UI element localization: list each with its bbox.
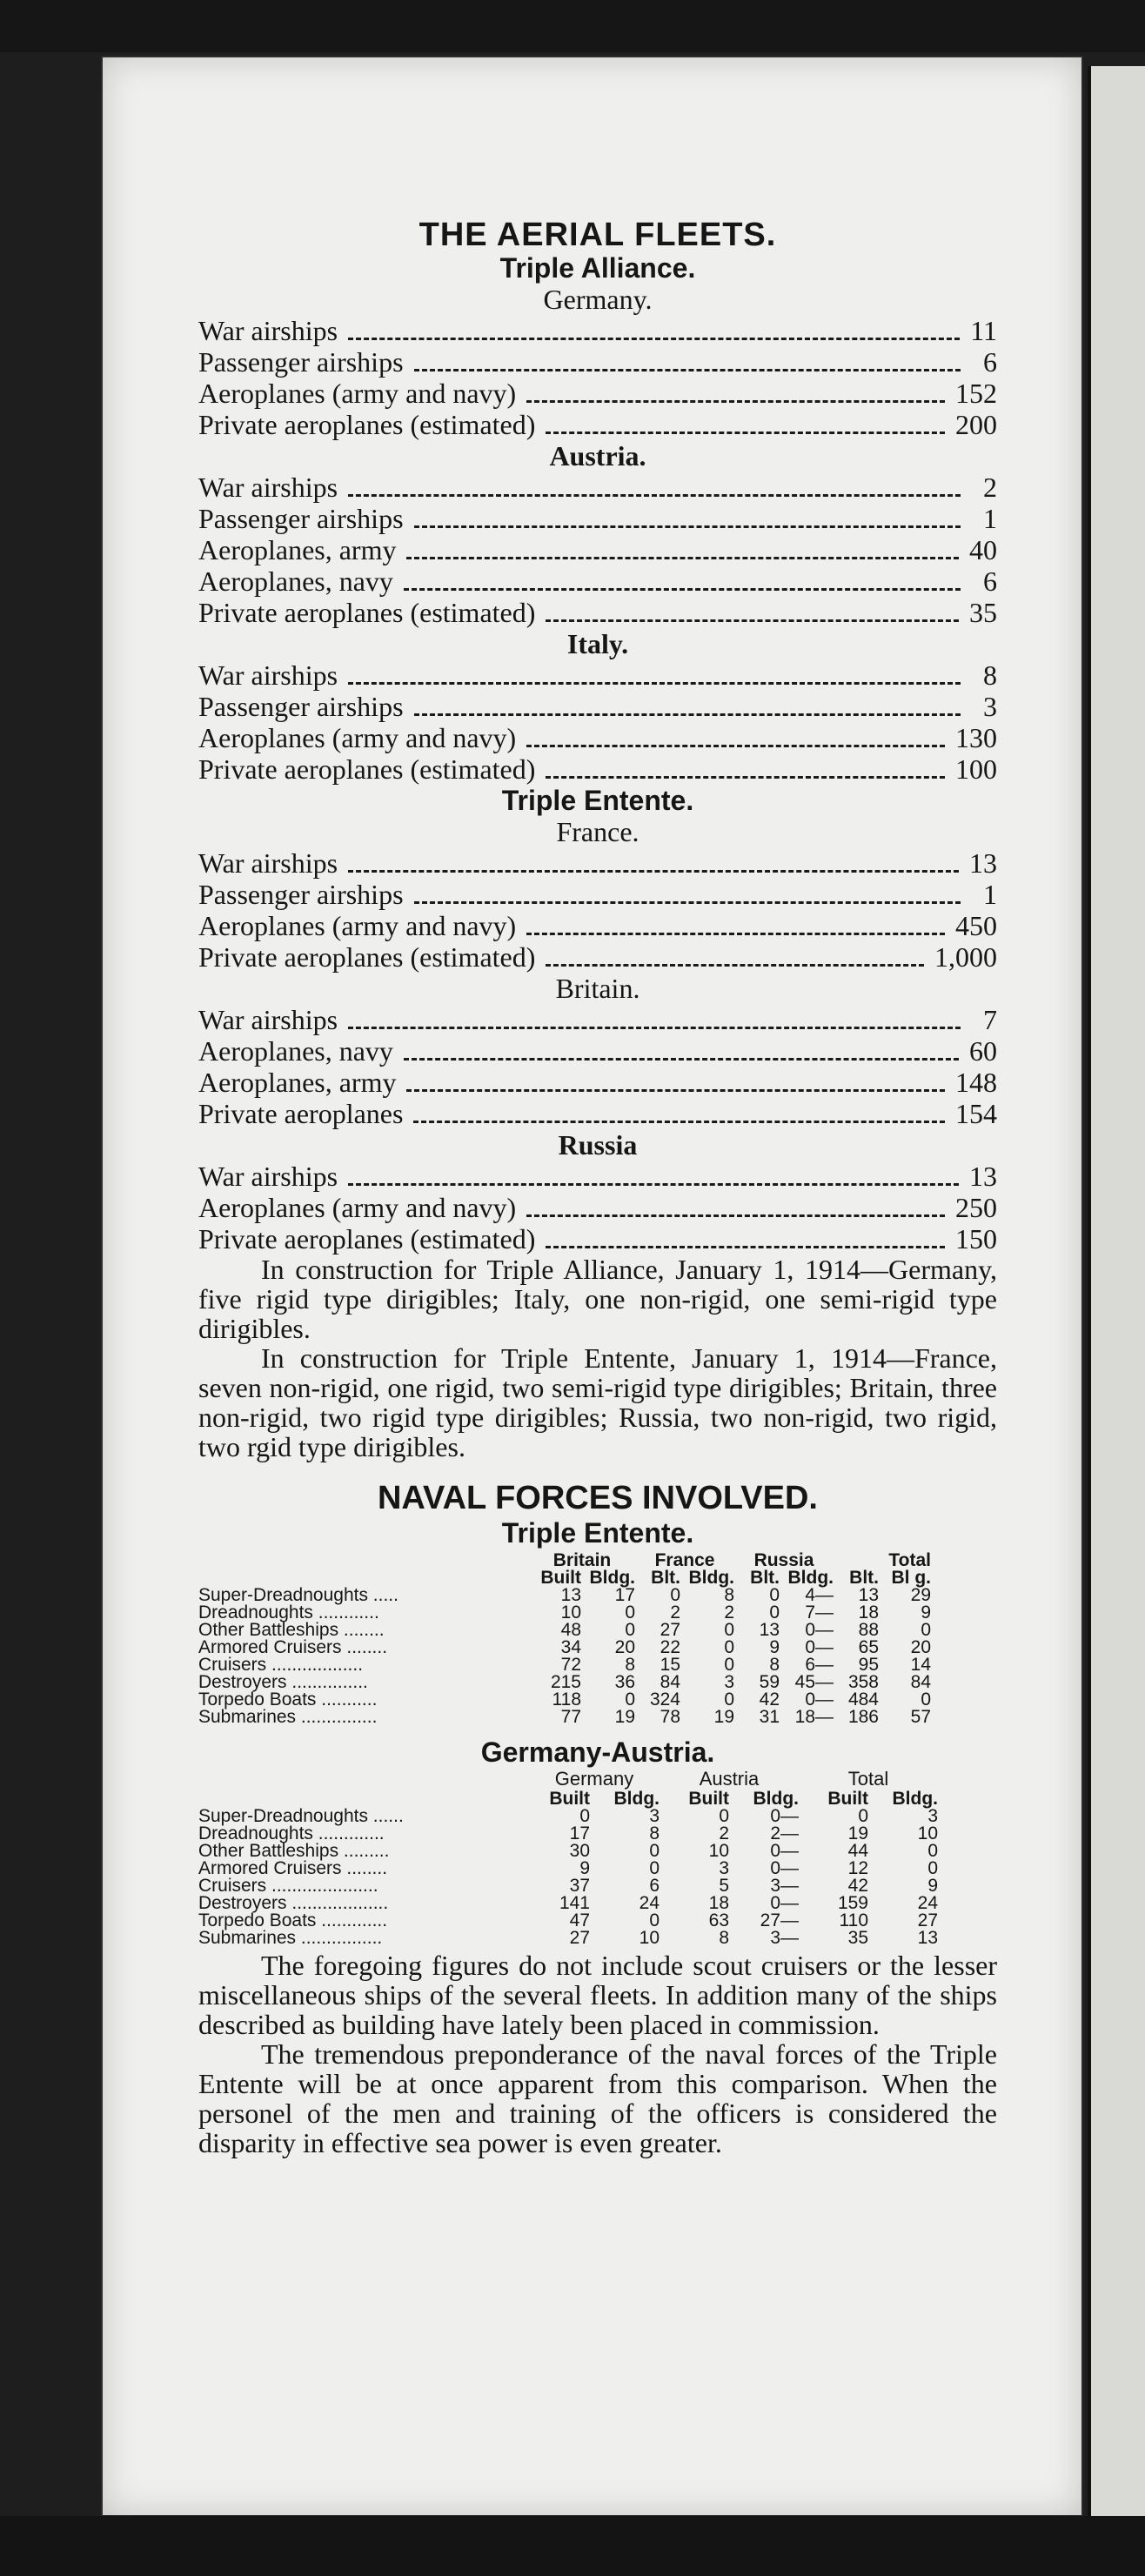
naval-table-row — [198, 1895, 938, 1912]
ship-count-cell: 36 — [614, 1672, 635, 1692]
leader-dots — [526, 1214, 945, 1217]
ship-count-cell: 27 — [660, 1620, 680, 1640]
entente-construction-paragraph: In construction for Triple Entente, January 1, 1914—France, seven non-rigid, one rigid, two semi-rigid type dirigibles; Britain, three non-rigid, two rigid type dirigibles; Russia, two non-rigid, two rigid, two rgid type dirigibles. — [198, 1342, 997, 1462]
naval-table-row — [198, 1877, 938, 1895]
ship-count-cell: 159 — [837, 1893, 868, 1913]
ship-count-cell: 141 — [559, 1893, 590, 1913]
naval-table-row — [198, 1587, 931, 1604]
fleet-row-value: 152 — [955, 378, 997, 409]
ship-class-label: Armored Cruisers ........ — [198, 1637, 388, 1657]
fleet-row-value: 6 — [983, 346, 997, 378]
fleet-row-label: Private aeroplanes (estimated) — [198, 1223, 536, 1255]
leader-dots — [404, 1058, 959, 1061]
ship-count-cell: 30 — [569, 1841, 590, 1861]
entente-subhead: Built — [540, 1568, 581, 1588]
central-subhead: Bldg. — [753, 1789, 799, 1809]
ship-count-cell: 65 — [858, 1637, 879, 1657]
ship-count-cell: 57 — [910, 1707, 931, 1727]
entente-subhead: Blt. — [651, 1568, 680, 1588]
fleet-row-value: 450 — [955, 910, 997, 941]
entente-group-france: France — [654, 1550, 715, 1570]
fleet-row-value: 13 — [969, 847, 997, 879]
ship-count-cell: 8 — [724, 1585, 734, 1605]
ship-count-cell: 0— — [805, 1689, 834, 1710]
central-group-austria: Austria — [699, 1768, 760, 1790]
ship-count-cell: 5 — [719, 1876, 729, 1896]
central-naval-rows — [198, 1808, 938, 1947]
ship-count-cell: 37 — [569, 1876, 590, 1896]
ship-count-cell: 44 — [847, 1841, 868, 1861]
ship-count-cell: 3— — [770, 1928, 799, 1948]
naval-table-row — [198, 1843, 938, 1860]
ship-count-cell: 18 — [858, 1602, 879, 1623]
fleet-row — [198, 1035, 997, 1067]
fleet-row — [198, 722, 997, 753]
ship-count-cell: 0 — [649, 1858, 660, 1878]
ship-count-cell: 215 — [550, 1672, 581, 1692]
ship-count-cell: 77 — [560, 1707, 581, 1727]
ship-count-cell: 0 — [719, 1806, 729, 1826]
ship-count-cell: 18 — [708, 1893, 729, 1913]
naval-entente-heading: Triple Entente. — [501, 1517, 694, 1549]
ship-count-cell: 47 — [569, 1910, 590, 1930]
ship-count-cell: 27— — [760, 1910, 799, 1930]
leader-dots — [348, 682, 961, 685]
ship-count-cell: 186 — [847, 1707, 879, 1727]
ship-class-label: Destroyers ............... — [198, 1672, 368, 1692]
fleet-row-label: War airships — [198, 472, 338, 503]
ship-count-cell: 9 — [921, 1602, 931, 1623]
fleet-row-value: 100 — [955, 753, 997, 785]
ship-count-cell: 0 — [649, 1910, 660, 1930]
russia-heading: Russia — [558, 1129, 638, 1161]
ship-class-label: Submarines ................ — [198, 1928, 383, 1948]
fleet-row-value: 13 — [969, 1161, 997, 1192]
ship-count-cell: 19 — [847, 1823, 868, 1843]
central-group-total: Total — [847, 1768, 889, 1790]
ship-count-cell: 12 — [847, 1858, 868, 1878]
central-subhead: Built — [688, 1789, 729, 1809]
ship-class-label: Cruisers .................. — [198, 1655, 364, 1675]
ship-count-cell: 22 — [660, 1637, 680, 1657]
entente-subhead: Bldg. — [688, 1568, 734, 1588]
ship-count-cell: 84 — [910, 1672, 931, 1692]
ship-count-cell: 18— — [794, 1707, 834, 1727]
ship-count-cell: 8 — [769, 1655, 780, 1675]
ship-count-cell: 19 — [713, 1707, 734, 1727]
fleet-row — [198, 1004, 997, 1035]
naval-table-row — [198, 1930, 938, 1947]
ship-count-cell: 110 — [839, 1910, 868, 1930]
naval-forces-title: NAVAL FORCES INVOLVED. — [377, 1480, 818, 1516]
ship-count-cell: 34 — [560, 1637, 581, 1657]
france-heading: France. — [556, 816, 639, 847]
britain-list — [198, 1004, 997, 1129]
ship-count-cell: 6— — [805, 1655, 834, 1675]
leader-dots — [546, 964, 924, 967]
fleet-row-label: War airships — [198, 659, 338, 691]
ship-count-cell: 0 — [921, 1620, 931, 1640]
triple-alliance-heading: Triple Alliance. — [499, 252, 696, 284]
ship-class-label: Submarines ............... — [198, 1707, 378, 1727]
fleet-row-label: War airships — [198, 315, 338, 346]
ship-count-cell: 0— — [805, 1637, 834, 1657]
leader-dots — [546, 1246, 945, 1248]
france-list — [198, 847, 997, 973]
ship-count-cell: 78 — [660, 1707, 680, 1727]
triple-entente-heading: Triple Entente. — [501, 785, 694, 816]
ship-count-cell: 45— — [794, 1672, 834, 1692]
ship-count-cell: 2 — [719, 1823, 729, 1843]
ship-count-cell: 9 — [769, 1637, 780, 1657]
ship-class-label: Destroyers ................... — [198, 1893, 389, 1913]
ship-count-cell: 2 — [670, 1602, 680, 1623]
naval-table-row — [198, 1808, 938, 1825]
fleet-row-value: 1 — [983, 879, 997, 910]
fleet-row-value: 154 — [955, 1098, 997, 1129]
leader-dots — [413, 1121, 945, 1123]
ship-count-cell: 118 — [552, 1689, 581, 1710]
fleet-row-label: Private aeroplanes (estimated) — [198, 409, 536, 440]
italy-list — [198, 659, 997, 785]
entente-group-britain: Britain — [552, 1550, 612, 1570]
central-group-germany: Germany — [554, 1768, 634, 1790]
entente-naval-rows — [198, 1587, 931, 1726]
alliance-construction-paragraph: In construction for Triple Alliance, January 1, 1914—Germany, five rigid type dirigibles; Italy, one non-rigid, one semi-rigid type dirigibles. — [198, 1254, 997, 1344]
leader-dots — [348, 494, 961, 497]
ship-count-cell: 84 — [660, 1672, 680, 1692]
fleet-row-value: 60 — [969, 1035, 997, 1067]
ship-count-cell: 0 — [858, 1806, 868, 1826]
ship-count-cell: 0 — [724, 1637, 734, 1657]
ship-count-cell: 0 — [579, 1806, 590, 1826]
ship-class-label: Dreadnoughts ............ — [198, 1602, 379, 1623]
fleet-row-value: 150 — [955, 1223, 997, 1255]
ship-class-label: Cruisers ..................... — [198, 1876, 378, 1896]
fleet-row — [198, 1161, 997, 1192]
leader-dots — [406, 557, 959, 559]
ship-count-cell: 0 — [927, 1841, 938, 1861]
ship-count-cell: 0 — [921, 1689, 931, 1710]
central-subhead: Built — [827, 1789, 868, 1809]
fleet-row-value: 35 — [969, 597, 997, 628]
fleet-row — [198, 691, 997, 722]
fleet-row — [198, 1067, 997, 1098]
ship-count-cell: 358 — [847, 1672, 879, 1692]
fleet-row-label: Aeroplanes, army — [198, 534, 397, 565]
fleet-row-value: 11 — [970, 315, 997, 346]
ship-count-cell: 0 — [927, 1858, 938, 1878]
leader-dots — [414, 525, 961, 528]
ship-class-label: Armored Cruisers ........ — [198, 1858, 388, 1878]
naval-table-row — [198, 1709, 931, 1726]
ship-count-cell: 13 — [917, 1928, 938, 1948]
entente-group-total: Total — [888, 1550, 931, 1570]
naval-central-heading: Germany-Austria. — [480, 1736, 715, 1768]
fleet-row — [198, 503, 997, 534]
fleet-row-label: War airships — [198, 847, 338, 879]
fleet-row-label: Private aeroplanes (estimated) — [198, 753, 536, 785]
ship-count-cell: 3— — [770, 1876, 799, 1896]
fleet-row-label: Aeroplanes (army and navy) — [198, 910, 517, 941]
fleet-row-value: 2 — [983, 472, 997, 503]
leader-dots — [414, 901, 961, 904]
leader-dots — [348, 338, 960, 340]
ship-count-cell: 3 — [724, 1672, 734, 1692]
entente-subhead: Blt. — [849, 1568, 879, 1588]
ship-count-cell: 10 — [917, 1823, 938, 1843]
ship-count-cell: 0 — [625, 1620, 635, 1640]
central-subhead: Bldg. — [892, 1789, 938, 1809]
ship-count-cell: 13 — [858, 1585, 879, 1605]
naval-table-row — [198, 1825, 938, 1843]
ship-class-label: Torpedo Boats ........... — [198, 1689, 378, 1710]
entente-subhead: Bldg. — [787, 1568, 834, 1588]
central-subhead: Bldg. — [613, 1789, 660, 1809]
scout-cruisers-paragraph: The foregoing figures do not include scout cruisers or the lesser miscellaneous ships of the several fleets. In addition many of the ships described as building have lately been placed in commission. — [198, 1950, 997, 2040]
ship-count-cell: 17 — [614, 1585, 635, 1605]
ship-count-cell: 8 — [625, 1655, 635, 1675]
austria-list — [198, 472, 997, 628]
central-subhead: Built — [549, 1789, 590, 1809]
ship-count-cell: 0— — [770, 1806, 799, 1826]
ship-count-cell: 95 — [858, 1655, 879, 1675]
leader-dots — [526, 933, 945, 935]
naval-table-row — [198, 1604, 931, 1622]
central-subheader-row — [198, 1790, 938, 1808]
fleet-row-value: 6 — [983, 565, 997, 597]
leader-dots — [348, 1027, 961, 1029]
fleet-row — [198, 346, 997, 378]
ship-count-cell: 0 — [724, 1689, 734, 1710]
leader-dots — [546, 776, 945, 779]
fleet-row-value: 148 — [955, 1067, 997, 1098]
preponderance-paragraph: The tremendous preponderance of the naval forces of the Triple Entente will be at once apparent from this comparison. When the personel of the men and training of the officers is considered the disparity in effective sea power is even greater. — [198, 2038, 997, 2158]
naval-table-row — [198, 1674, 931, 1691]
fleet-row-label: Private aeroplanes (estimated) — [198, 941, 536, 973]
naval-table-row — [198, 1912, 938, 1930]
ship-count-cell: 24 — [917, 1893, 938, 1913]
ship-count-cell: 19 — [614, 1707, 635, 1727]
ship-count-cell: 0 — [625, 1602, 635, 1623]
ship-count-cell: 48 — [560, 1620, 581, 1640]
naval-table-row — [198, 1639, 931, 1656]
italy-heading: Italy. — [566, 628, 629, 659]
adjacent-page-edge — [1088, 66, 1145, 2519]
ship-class-label: Dreadnoughts ............. — [198, 1823, 385, 1843]
ship-count-cell: 27 — [917, 1910, 938, 1930]
fleet-row — [198, 534, 997, 565]
scan-border-top — [0, 0, 1145, 52]
leader-dots — [406, 1089, 945, 1092]
ship-count-cell: 8 — [719, 1928, 729, 1948]
entente-subheader-row — [198, 1569, 931, 1587]
ship-count-cell: 7— — [805, 1602, 834, 1623]
naval-table-row — [198, 1656, 931, 1674]
naval-table-row — [198, 1691, 931, 1709]
leader-dots — [526, 400, 945, 403]
leader-dots — [348, 1183, 959, 1186]
fleet-row — [198, 1192, 997, 1223]
ship-class-label: Torpedo Boats ............. — [198, 1910, 388, 1930]
ship-count-cell: 0— — [770, 1841, 799, 1861]
fleet-row — [198, 409, 997, 440]
ship-count-cell: 0 — [724, 1655, 734, 1675]
fleet-row-value: 250 — [955, 1192, 997, 1223]
ship-count-cell: 0 — [625, 1689, 635, 1710]
ship-count-cell: 2 — [724, 1602, 734, 1623]
ship-count-cell: 0 — [769, 1602, 780, 1623]
fleet-row — [198, 315, 997, 346]
ship-count-cell: 29 — [910, 1585, 931, 1605]
ship-class-label: Super-Dreadnoughts ...... — [198, 1806, 404, 1826]
leader-dots — [414, 713, 961, 716]
central-naval-table — [198, 1768, 938, 1947]
entente-naval-table — [198, 1552, 931, 1726]
ship-count-cell: 4— — [805, 1585, 834, 1605]
fleet-row — [198, 597, 997, 628]
ship-count-cell: 59 — [759, 1672, 780, 1692]
fleet-row — [198, 1098, 997, 1129]
ship-count-cell: 2— — [770, 1823, 799, 1843]
fleet-row-value: 1,000 — [934, 941, 997, 973]
ship-count-cell: 24 — [639, 1893, 660, 1913]
ship-count-cell: 13 — [759, 1620, 780, 1640]
ship-count-cell: 10 — [639, 1928, 660, 1948]
fleet-row-value: 8 — [983, 659, 997, 691]
fleet-row-label: Aeroplanes (army and navy) — [198, 378, 517, 409]
entente-group-russia: Russia — [753, 1550, 814, 1570]
russia-list — [198, 1161, 997, 1255]
fleet-row — [198, 659, 997, 691]
ship-count-cell: 3 — [649, 1806, 660, 1826]
ship-count-cell: 88 — [858, 1620, 879, 1640]
ship-count-cell: 0 — [649, 1841, 660, 1861]
leader-dots — [414, 369, 961, 371]
fleet-row — [198, 1223, 997, 1255]
leader-dots — [546, 619, 959, 622]
ship-count-cell: 42 — [847, 1876, 868, 1896]
ship-count-cell: 63 — [708, 1910, 729, 1930]
fleet-row-value: 7 — [983, 1004, 997, 1035]
fleet-row-label: Private aeroplanes (estimated) — [198, 597, 536, 628]
ship-count-cell: 6 — [649, 1876, 660, 1896]
leader-dots — [546, 432, 945, 434]
fleet-row-label: Aeroplanes, army — [198, 1067, 397, 1098]
entente-subhead: Bldg. — [589, 1568, 635, 1588]
fleet-row — [198, 879, 997, 910]
ship-count-cell: 72 — [560, 1655, 581, 1675]
central-group-header-row — [198, 1768, 938, 1790]
austria-heading: Austria. — [549, 440, 646, 472]
scan-border-bottom — [0, 2516, 1145, 2576]
ship-count-cell: 3 — [719, 1858, 729, 1878]
fleet-row — [198, 472, 997, 503]
naval-table-row — [198, 1622, 931, 1639]
naval-table-row — [198, 1860, 938, 1877]
fleet-row-value: 130 — [955, 722, 997, 753]
page-content — [198, 153, 997, 2158]
leader-dots — [348, 870, 959, 873]
central-naval-table-body — [198, 1768, 938, 1808]
ship-count-cell: 324 — [649, 1689, 680, 1710]
fleet-row — [198, 565, 997, 597]
fleet-row-value: 3 — [983, 691, 997, 722]
entente-subhead: Bl g. — [891, 1568, 931, 1588]
ship-count-cell: 9 — [579, 1858, 590, 1878]
ship-count-cell: 0 — [670, 1585, 680, 1605]
ship-count-cell: 20 — [910, 1637, 931, 1657]
document-page — [103, 57, 1081, 2515]
ship-count-cell: 20 — [614, 1637, 635, 1657]
ship-count-cell: 14 — [910, 1655, 931, 1675]
fleet-row — [198, 378, 997, 409]
fleet-row-label: Passenger airships — [198, 879, 404, 910]
fleet-row-label: Aeroplanes, navy — [198, 1035, 393, 1067]
fleet-row-label: Passenger airships — [198, 503, 404, 534]
fleet-row-label: Passenger airships — [198, 346, 404, 378]
ship-count-cell: 42 — [759, 1689, 780, 1710]
fleet-row — [198, 753, 997, 785]
ship-count-cell: 31 — [759, 1707, 780, 1727]
fleet-row — [198, 847, 997, 879]
fleet-row-label: Aeroplanes (army and navy) — [198, 722, 517, 753]
ship-count-cell: 10 — [560, 1602, 581, 1623]
ship-count-cell: 484 — [847, 1689, 879, 1710]
ship-count-cell: 3 — [927, 1806, 938, 1826]
fleet-row-label: War airships — [198, 1004, 338, 1035]
ship-count-cell: 0 — [724, 1620, 734, 1640]
fleet-row — [198, 910, 997, 941]
entente-naval-table-body — [198, 1552, 931, 1587]
ship-count-cell: 0 — [769, 1585, 780, 1605]
ship-class-label: Other Battleships ........ — [198, 1620, 385, 1640]
ship-count-cell: 17 — [569, 1823, 590, 1843]
ship-count-cell: 27 — [569, 1928, 590, 1948]
ship-class-label: Other Battleships ......... — [198, 1841, 390, 1861]
fleet-row-value: 40 — [969, 534, 997, 565]
ship-count-cell: 10 — [708, 1841, 729, 1861]
aerial-fleets-title: THE AERIAL FLEETS. — [418, 217, 777, 253]
fleet-row — [198, 941, 997, 973]
fleet-row-label: War airships — [198, 1161, 338, 1192]
fleet-row-label: Passenger airships — [198, 691, 404, 722]
leader-dots — [526, 745, 945, 747]
fleet-row-value: 200 — [955, 409, 997, 440]
ship-count-cell: 35 — [847, 1928, 868, 1948]
ship-count-cell: 0— — [770, 1858, 799, 1878]
entente-subhead: Blt. — [750, 1568, 780, 1588]
entente-group-header-row — [198, 1552, 931, 1569]
ship-count-cell: 9 — [927, 1876, 938, 1896]
ship-count-cell: 8 — [649, 1823, 660, 1843]
britain-heading: Britain. — [555, 973, 640, 1004]
germany-heading: Germany. — [543, 284, 653, 315]
fleet-row-label: Aeroplanes (army and navy) — [198, 1192, 517, 1223]
ship-count-cell: 0— — [805, 1620, 834, 1640]
fleet-row-label: Private aeroplanes — [198, 1098, 404, 1129]
fleet-row-value: 1 — [983, 503, 997, 534]
fleet-row-label: Aeroplanes, navy — [198, 565, 393, 597]
ship-class-label: Super-Dreadnoughts ..... — [198, 1585, 398, 1605]
leader-dots — [404, 588, 961, 591]
ship-count-cell: 15 — [660, 1655, 680, 1675]
ship-count-cell: 13 — [560, 1585, 581, 1605]
ship-count-cell: 0— — [770, 1893, 799, 1913]
germany-list — [198, 315, 997, 440]
